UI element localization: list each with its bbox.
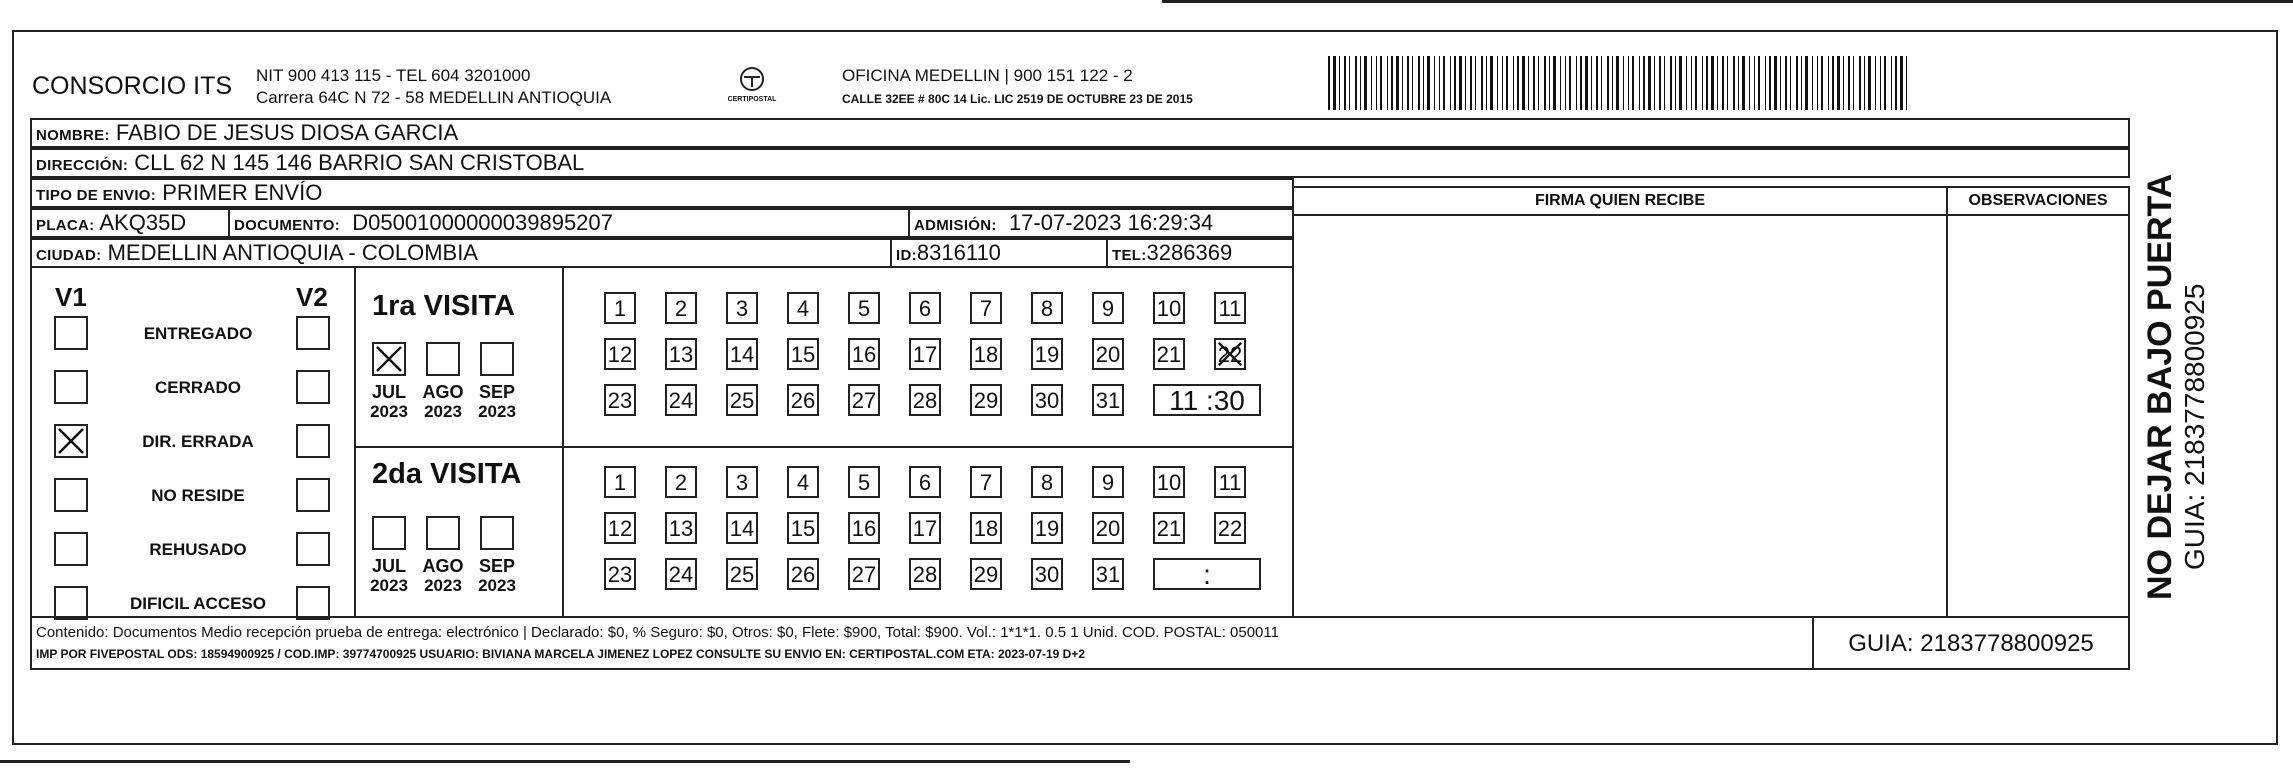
visit1-year-label-3: 2023	[478, 402, 516, 421]
visit2-day-6[interactable]	[909, 466, 941, 498]
visit1-day-7[interactable]	[970, 292, 1002, 324]
v2-label: V2	[296, 282, 328, 312]
certipostal-logo-icon	[722, 64, 782, 110]
visit2-day-label-26: 26	[790, 562, 816, 587]
visit2-day-30[interactable]	[1031, 558, 1063, 590]
visit1-day-label-25: 25	[729, 388, 755, 413]
visit1-day-label-20: 20	[1095, 342, 1121, 367]
visit2-day-27[interactable]	[848, 558, 880, 590]
visit1-day-label-31: 31	[1095, 388, 1121, 413]
visit1-day-label-16: 16	[851, 342, 877, 367]
placa-value: AKQ35D	[99, 210, 187, 235]
visit1-day-18[interactable]	[970, 338, 1002, 370]
visit2-day-4[interactable]	[787, 466, 819, 498]
company-address: Carrera 64C N 72 - 58 MEDELLIN ANTIOQUIA	[256, 88, 612, 107]
visit2-day-label-16: 16	[851, 516, 877, 541]
visit1-day-label-21: 21	[1156, 342, 1182, 367]
visit1-day-11[interactable]	[1214, 292, 1246, 324]
visit1-day-label-17: 17	[912, 342, 938, 367]
visit2-day-21[interactable]	[1153, 512, 1185, 544]
visit1-month-label-3: SEP	[478, 382, 516, 402]
nombre-row	[30, 118, 2130, 148]
visit1-day-label-19: 19	[1034, 342, 1060, 367]
visit2-month-checkbox-2[interactable]	[426, 516, 460, 550]
tel-value: 3286369	[1146, 240, 1233, 265]
v1-checkbox-4[interactable]	[54, 478, 88, 512]
visit1-day-label-2: 2	[674, 296, 688, 321]
visit1-day-6[interactable]	[909, 292, 941, 324]
admision-value: 17-07-2023 16:29:34	[1008, 210, 1214, 235]
scan-line-top	[1162, 0, 2293, 3]
visit2-day-label-18: 18	[973, 516, 999, 541]
status-label-3: DIR. ERRADA	[142, 432, 254, 451]
visit2-day-16[interactable]	[848, 512, 880, 544]
visit1-day-20[interactable]	[1092, 338, 1124, 370]
visit2-day-19[interactable]	[1031, 512, 1063, 544]
tipo-row	[30, 178, 1294, 208]
observaciones-label: OBSERVACIONES	[1968, 192, 2108, 209]
visit1-day-31[interactable]	[1092, 384, 1124, 416]
visit2-day-18[interactable]	[970, 512, 1002, 544]
visit2-day-7[interactable]	[970, 466, 1002, 498]
observaciones-box	[1946, 186, 2130, 618]
visit2-day-label-27: 27	[851, 562, 877, 587]
visit1-day-label-3: 3	[735, 296, 749, 321]
visit2-day-label-12: 12	[607, 516, 633, 541]
visit2-day-5[interactable]	[848, 466, 880, 498]
visit1-day-15[interactable]	[787, 338, 819, 370]
visit2-year-label-1: 2023	[370, 576, 408, 595]
visit1-month-checkbox-3[interactable]	[480, 342, 514, 376]
company-name: CONSORCIO ITS	[32, 72, 233, 100]
v2-checkbox-4[interactable]	[296, 478, 330, 512]
tel-label: TEL:	[1112, 247, 1147, 264]
visit1-day-29[interactable]	[970, 384, 1002, 416]
direccion-label: DIRECCIÓN:	[36, 157, 129, 174]
visit2-day-28[interactable]	[909, 558, 941, 590]
visit2-month-label-2: AGO	[422, 556, 464, 576]
ciudad-value: MEDELLIN ANTIOQUIA - COLOMBIA	[107, 240, 478, 265]
visit1-day-9[interactable]	[1092, 292, 1124, 324]
visit2-day-label-5: 5	[857, 470, 871, 495]
status-label-4: NO RESIDE	[151, 486, 245, 505]
nombre-value: FABIO DE JESUS DIOSA GARCIA	[115, 120, 459, 145]
visit2-day-label-1: 1	[613, 470, 627, 495]
nombre-label: NOMBRE:	[36, 127, 110, 144]
visit1-day-label-14: 14	[729, 342, 755, 367]
visit1-day-label-13: 13	[668, 342, 694, 367]
visit1-day-26[interactable]	[787, 384, 819, 416]
placa-label: PLACA:	[36, 217, 95, 234]
visit2-day-label-6: 6	[918, 470, 932, 495]
firma-box	[1292, 186, 1948, 618]
x-mark-icon	[1216, 340, 1244, 368]
id-cell	[890, 238, 1108, 268]
documento-value: D05001000000039895207	[352, 210, 613, 235]
visit1-day-label-29: 29	[973, 388, 999, 413]
v1-label: V1	[55, 282, 87, 312]
visit2-month-label-3: SEP	[478, 556, 516, 576]
footer-imp: IMP POR FIVEPOSTAL ODS: 18594900925 / COD.IMP: 39774700925 USUARIO: BIVIANA MARCELA JIMENEZ LOPEZ CONSULTE SU ENVIO EN: CERTIPOSTAL.COM ETA: 2023-07-19 D+2	[36, 647, 1086, 661]
visit1-day-10[interactable]	[1153, 292, 1185, 324]
placa-cell	[30, 208, 230, 238]
office-address: CALLE 32EE # 80C 14 Lic. LIC 2519 DE OCTUBRE 23 DE 2015	[842, 92, 1193, 106]
direccion-value: CLL 62 N 145 146 BARRIO SAN CRISTOBAL	[134, 150, 585, 175]
tipo-label: TIPO DE ENVIO:	[36, 187, 157, 204]
visit2-day-12[interactable]	[604, 512, 636, 544]
visit1-time-value: 11 :30	[1169, 385, 1245, 416]
visit1-day-28[interactable]	[909, 384, 941, 416]
visit1-title: 1ra VISITA	[372, 290, 515, 322]
visit2-day-17[interactable]	[909, 512, 941, 544]
visit1-day-label-8: 8	[1040, 296, 1054, 321]
visit1-day-5[interactable]	[848, 292, 880, 324]
visit1-day-3[interactable]	[726, 292, 758, 324]
visit2-day-22[interactable]	[1214, 512, 1246, 544]
visit2-day-label-31: 31	[1095, 562, 1121, 587]
visit1-day-label-12: 12	[607, 342, 633, 367]
visit1-day-4[interactable]	[787, 292, 819, 324]
visit2-day-label-9: 9	[1101, 470, 1115, 495]
visit2-day-label-30: 30	[1034, 562, 1060, 587]
visit1-day-label-27: 27	[851, 388, 877, 413]
visit2-day-15[interactable]	[787, 512, 819, 544]
visit1-year-label-2: 2023	[424, 402, 462, 421]
visit2-day-2[interactable]	[665, 466, 697, 498]
visit1-time-box[interactable]	[1153, 384, 1261, 416]
documento-cell	[228, 208, 910, 238]
visit1-month-checkbox-2[interactable]	[426, 342, 460, 376]
v1-checkbox-2[interactable]	[54, 370, 88, 404]
visit1-day-label-28: 28	[912, 388, 938, 413]
visit1-day-label-10: 10	[1156, 296, 1182, 321]
visit2-day-label-15: 15	[790, 516, 816, 541]
visit1-day-label-30: 30	[1034, 388, 1060, 413]
tel-cell	[1106, 238, 1294, 268]
visit2-year-label-3: 2023	[478, 576, 516, 595]
scan-line-bottom	[0, 760, 1130, 763]
visit2-day-label-25: 25	[729, 562, 755, 587]
visit2-day-label-13: 13	[668, 516, 694, 541]
visit2-day-9[interactable]	[1092, 466, 1124, 498]
visit1-day-label-6: 6	[918, 296, 932, 321]
visit2-day-24[interactable]	[665, 558, 697, 590]
admision-cell	[908, 208, 1294, 238]
visit2-time-box[interactable]	[1153, 558, 1261, 590]
id-value: 8316110	[916, 240, 1001, 265]
visit2-day-label-4: 4	[796, 470, 810, 495]
v1-checkbox-5[interactable]	[54, 532, 88, 566]
visit1-month-label-2: AGO	[422, 382, 464, 402]
visit1-day-24[interactable]	[665, 384, 697, 416]
visit2-month-label-1: JUL	[371, 556, 406, 576]
visit2-time-value: :	[1203, 559, 1211, 590]
visit2-day-label-7: 7	[979, 470, 993, 495]
visit1-day-19[interactable]	[1031, 338, 1063, 370]
certipostal-logo	[722, 64, 782, 110]
visit2-day-3[interactable]	[726, 466, 758, 498]
visit2-day-1[interactable]	[604, 466, 636, 498]
visit2-year-label-2: 2023	[424, 576, 462, 595]
id-label: ID:	[896, 247, 917, 264]
ciudad-cell	[30, 238, 892, 268]
visit1-year-label-1: 2023	[370, 402, 408, 421]
visit1-day-21[interactable]	[1153, 338, 1185, 370]
footer-guia: GUIA: 2183778800925	[1848, 630, 2094, 657]
v1-checkbox-1[interactable]	[54, 316, 88, 350]
visit2-day-label-17: 17	[912, 516, 938, 541]
visit1-day-16[interactable]	[848, 338, 880, 370]
status-label-2: CERRADO	[155, 378, 241, 397]
visit2-day-label-8: 8	[1040, 470, 1054, 495]
v2-checkbox-1[interactable]	[296, 316, 330, 350]
visit1-day-label-26: 26	[790, 388, 816, 413]
visit2-day-20[interactable]	[1092, 512, 1124, 544]
visit1-day-27[interactable]	[848, 384, 880, 416]
v2-checkbox-2[interactable]	[296, 370, 330, 404]
visit2-month-checkbox-1[interactable]	[372, 516, 406, 550]
status-label-1: ENTREGADO	[143, 324, 253, 343]
status-label-6: DIFICIL ACCESO	[129, 594, 266, 613]
v2-checkbox-5[interactable]	[296, 532, 330, 566]
visit1-day-label-7: 7	[979, 296, 993, 321]
admision-label: ADMISIÓN:	[914, 217, 997, 234]
visit2-day-14[interactable]	[726, 512, 758, 544]
visit2-title: 2da VISITA	[372, 458, 522, 490]
documento-label: DOCUMENTO:	[234, 217, 341, 234]
visit2-day-label-2: 2	[674, 470, 688, 495]
visit1-day-12[interactable]	[604, 338, 636, 370]
visit1-day-14[interactable]	[726, 338, 758, 370]
footer-guia-box	[1812, 616, 2130, 670]
v2-checkbox-6[interactable]	[296, 586, 330, 620]
barcode	[1328, 56, 1910, 110]
visit1-day-22[interactable]	[1214, 338, 1246, 370]
signature-header-line	[1292, 214, 2130, 216]
visit2-day-31[interactable]	[1092, 558, 1124, 590]
visit2-day-label-14: 14	[729, 516, 755, 541]
visit2-month-checkbox-3[interactable]	[480, 516, 514, 550]
visit1-day-8[interactable]	[1031, 292, 1063, 324]
visit1-day-label-18: 18	[973, 342, 999, 367]
visit1-day-label-22: 22	[1217, 342, 1243, 367]
visit1-day-label-1: 1	[613, 296, 627, 321]
visit1-day-label-11: 11	[1218, 296, 1242, 321]
visit2-day-label-28: 28	[912, 562, 938, 587]
visit2-day-label-24: 24	[668, 562, 694, 587]
v2-checkbox-3[interactable]	[296, 424, 330, 458]
visit2-day-10[interactable]	[1153, 466, 1185, 498]
side-text	[2140, 140, 2230, 600]
ciudad-label: CIUDAD:	[36, 247, 102, 264]
v1-checkbox-3[interactable]	[54, 424, 88, 458]
direccion-row	[30, 148, 2130, 178]
visit2-day-8[interactable]	[1031, 466, 1063, 498]
visit1-day-label-24: 24	[668, 388, 694, 413]
visit2-day-label-23: 23	[607, 562, 633, 587]
visit2-day-13[interactable]	[665, 512, 697, 544]
visit2-day-label-11: 11	[1218, 470, 1242, 495]
footer-contenido: Contenido: Documentos Medio recepción prueba de entrega: electrónico | Declarado: $0, % Seguro: $0, Otros: $0, Flete: $900, Total: $900. Vol.: 1*1*1. 0.5 1 Unid. COD. POSTAL: 050011	[36, 624, 1279, 641]
x-mark-icon	[374, 344, 404, 374]
visit2-day-label-20: 20	[1095, 516, 1121, 541]
visit2-day-label-10: 10	[1156, 470, 1182, 495]
tipo-value: PRIMER ENVÍO	[162, 180, 323, 205]
visit2-day-25[interactable]	[726, 558, 758, 590]
visit1-month-checkbox-1[interactable]	[372, 342, 406, 376]
visit1-day-label-15: 15	[790, 342, 816, 367]
side-guia: GUIA: 2183778800925	[2179, 283, 2210, 570]
visit1-day-30[interactable]	[1031, 384, 1063, 416]
office-line: OFICINA MEDELLIN | 900 151 122 - 2	[842, 66, 1133, 85]
visit1-day-25[interactable]	[726, 384, 758, 416]
v1-checkbox-6[interactable]	[54, 586, 88, 620]
visit1-day-2[interactable]	[665, 292, 697, 324]
visit1-day-23[interactable]	[604, 384, 636, 416]
visit1-month-label-1: JUL	[371, 382, 406, 402]
visit2-day-label-22: 22	[1217, 516, 1243, 541]
x-mark-icon	[56, 426, 86, 456]
visit1-day-label-5: 5	[857, 296, 871, 321]
visit1-day-label-23: 23	[607, 388, 633, 413]
firma-label: FIRMA QUIEN RECIBE	[1534, 192, 1706, 209]
side-no-dejar: NO DEJAR BAJO PUERTA	[2141, 173, 2179, 600]
visit2-day-29[interactable]	[970, 558, 1002, 590]
visit1-day-label-4: 4	[796, 296, 810, 321]
visit1-day-1[interactable]	[604, 292, 636, 324]
visit2-day-23[interactable]	[604, 558, 636, 590]
visit2-day-label-21: 21	[1156, 516, 1182, 541]
company-nit: NIT 900 413 115 - TEL 604 3201000	[256, 66, 531, 85]
visit2-day-label-3: 3	[735, 470, 749, 495]
visit2-day-11[interactable]	[1214, 466, 1246, 498]
visit1-day-17[interactable]	[909, 338, 941, 370]
certipostal-logo-text: CERTIPOSTAL	[727, 96, 777, 103]
visit1-day-13[interactable]	[665, 338, 697, 370]
visit2-day-label-29: 29	[973, 562, 999, 587]
status-label-5: REHUSADO	[149, 540, 247, 559]
visit1-day-label-9: 9	[1101, 296, 1115, 321]
visit2-day-label-19: 19	[1034, 516, 1060, 541]
visit2-day-26[interactable]	[787, 558, 819, 590]
